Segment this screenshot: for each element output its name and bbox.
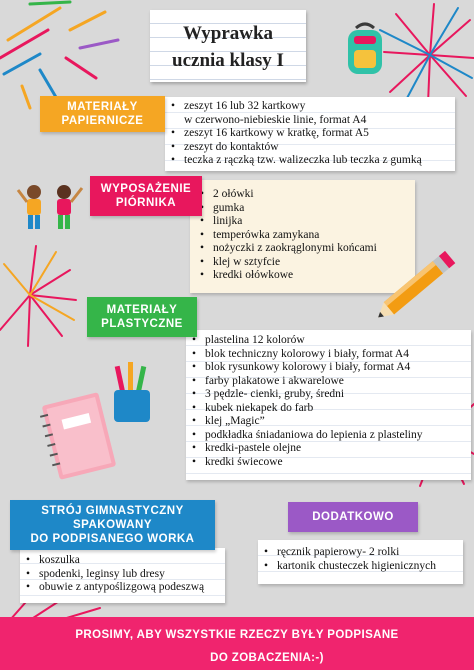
list-item: • klej w sztyfcie [200, 256, 409, 270]
footer-line-1: PROSIMY, ABY WSZYSTKIE RZECZY BYŁY PODPISANE [75, 629, 399, 641]
list-item: • kubek niekapek do farb [192, 402, 465, 416]
art-section-label [87, 297, 197, 337]
label-line: MATERIAŁY [106, 304, 178, 316]
art-items-list [192, 334, 465, 469]
label-line: WYPOSAŻENIE [100, 183, 192, 195]
label-line: PIÓRNIKA [115, 197, 177, 209]
list-item: • linijka [200, 215, 409, 229]
label-line: DODATKOWO [312, 511, 394, 523]
footer-line-2: DO ZOBACZENIA:-) [210, 652, 324, 664]
list-item: • plastelina 12 kolorów [192, 334, 465, 348]
list-item: • 3 pędzle- cienki, gruby, średni [192, 388, 465, 402]
pe-items-card [20, 548, 225, 603]
list-item-continuation: w czerwono-niebieskie linie, format A4 [184, 113, 367, 126]
label-line: PLASTYCZNE [101, 318, 183, 330]
children-icon [14, 182, 86, 232]
list-item: • teczka z rączką tzw. walizeczka lub teczka z gumką [171, 154, 449, 168]
list-item: • temperówka zamykana [200, 229, 409, 243]
title-card [150, 10, 306, 82]
list-item: • koszulka [26, 554, 219, 568]
fireworks-top-left [0, 0, 130, 110]
list-item: • zeszyt do kontaktów [171, 141, 449, 155]
title-line-1: Wyprawka [182, 23, 274, 44]
extra-items-card [258, 540, 463, 584]
fireworks-left [0, 240, 80, 350]
label-line: PAPIERNICZE [61, 115, 144, 127]
list-item: • kredki ołówkowe [200, 269, 409, 283]
list-item: • ręcznik papierowy- 2 rolki [264, 546, 457, 560]
list-item: • obuwie z antypoślizgową podeszwą [26, 581, 219, 595]
label-line: DO PODPISANEGO WORKA [30, 533, 195, 545]
list-item: • klej „Magic” [192, 415, 465, 429]
paper-items-list [171, 100, 449, 168]
list-item: • zeszyt 16 lub 32 kartkowy [171, 100, 449, 114]
pencil-case-section-label [90, 176, 202, 216]
footer-banner [0, 617, 474, 670]
list-item: • farby plakatowe i akwarelowe [192, 375, 465, 389]
art-items-card [186, 330, 471, 480]
label-line: MATERIAŁY [67, 101, 138, 113]
list-item: • kredki-pastele olejne [192, 442, 465, 456]
paper-items-card [165, 97, 455, 171]
title-line-2: ucznia klasy I [172, 50, 284, 71]
pe-items-list [26, 554, 219, 595]
pe-section-label [10, 500, 215, 550]
label-line: SPAKOWANY [72, 519, 153, 531]
extra-section-label [288, 502, 418, 532]
list-item: • blok techniczny kolorowy i biały, format A4 [192, 348, 465, 362]
list-item: • gumka [200, 202, 409, 216]
list-item: • nożyczki z zaokrąglonymi końcami [200, 242, 409, 256]
list-item: • zeszyt 16 kartkowy w kratkę, format A5 [171, 127, 449, 141]
notebook-icon [34, 386, 124, 486]
backpack-icon [340, 20, 390, 78]
extra-items-list [264, 546, 457, 573]
list-item: • blok rysunkowy kolorowy i biały, format A4 [192, 361, 465, 375]
paper-section-label [40, 96, 165, 132]
list-item: • spodenki, leginsy lub dresy [26, 568, 219, 582]
list-item: • podkładka śniadaniowa do lepienia z plasteliny [192, 429, 465, 443]
list-item [171, 114, 449, 128]
list-item: • kartonik chusteczek higienicznych [264, 560, 457, 574]
list-item: • kredki świecowe [192, 456, 465, 470]
list-item: • 2 ołówki [200, 188, 409, 202]
label-line: STRÓJ GIMNASTYCZNY [41, 505, 184, 517]
pencil-icon [366, 232, 470, 336]
